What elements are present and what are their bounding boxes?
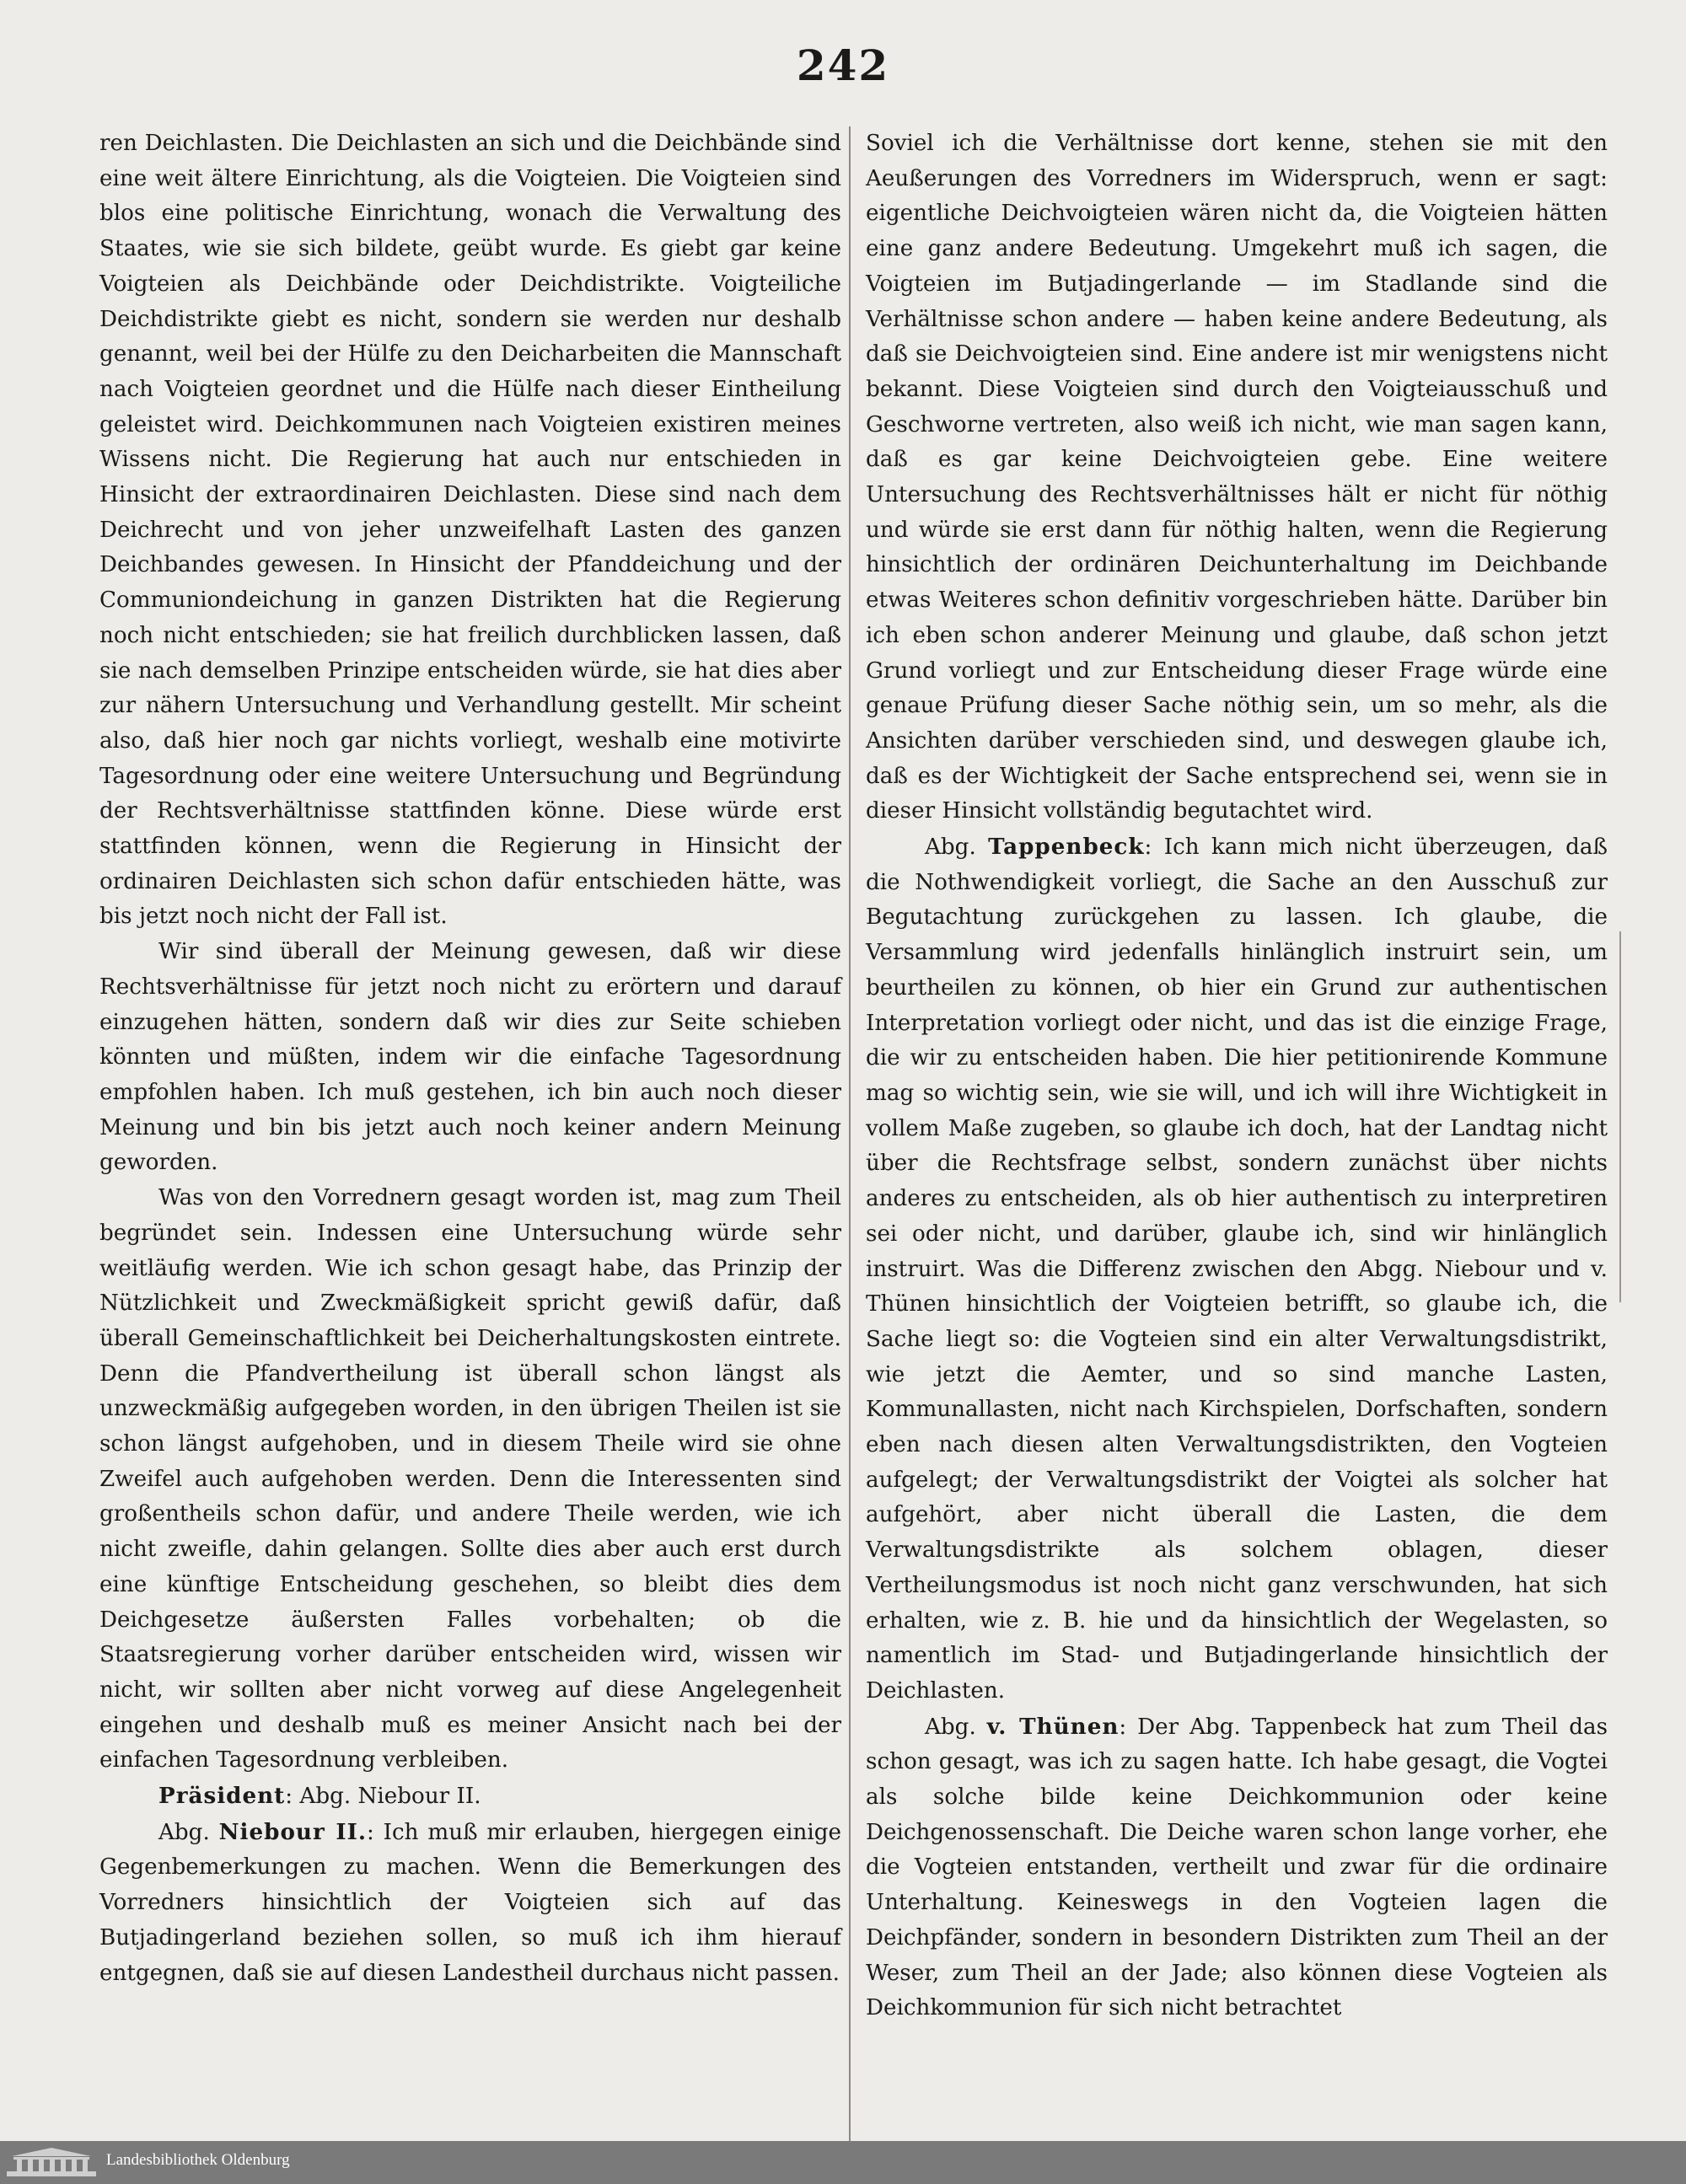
paragraph: Was von den Vorrednern gesagt worden ist, mag zum Theil begründet sein. Indessen eine Untersuchung würde sehr weitläufig werden. Wie ich schon gesagt habe, das Prinzip der Nützlichkeit und Zweckmäßigkeit spricht gewiß dafür, daß überall Gemeinschaftlichkeit bei Deicherhaltungskosten eintrete. Denn die Pfandvertheilung ist überall schon längst als unzweckmäßig aufgegeben worden, in den übrigen Theilen ist sie schon längst aufgehoben, und in diesem Theile wird sie ohne Zweifel auch aufgehoben werden. Denn die Interessenten sind großentheils schon dafür, und andere Theile werden, wie ich nicht zweifle, dahin gelangen. Sollte dies aber auch erst durch eine künftige Entscheidung geschehen, so bleibt dies dem Deichgesetze äußersten Falles vorbehalten; ob die Staatsregierung vorher darüber entscheiden wird, wissen wir nicht, wir sollten aber nicht vorweg auf diese Angelegenheit eingehen und deshalb muß es meiner Ansicht nach bei der einfachen Tagesordnung verbleiben. (99, 1185, 841, 1773)
speaker-name: v. Thünen (986, 1713, 1120, 1740)
library-building-icon (5, 2146, 98, 2180)
speaker-text: : Der Abg. Tappenbeck hat zum Theil das schon gesagt, was ich zu sagen hatte. Ich habe gesagt, die Vogtei als solche bilde keine Deichkommunion oder keine Deichgenossenschaft. Die Deiche waren schon lange vorher, ehe die Vogteien entstanden, vertheilt und zwar für die ordinaire Unterhaltung. Keineswegs in den Vogteien lagen die Deichpfänder, sondern in besondern Distrikten zum Theil an der Weser, zum Theil an der Jade; also können diese Vogteien als Deichkommunion für sich nicht betrachtet (866, 1714, 1608, 2021)
paragraph: Wir sind überall der Meinung gewesen, daß wir diese Rechtsverhältnisse für jetzt noch nicht zu erörtern und darauf einzugehen hätten, sondern daß wir dies zur Seite schieben könnten und müßten, indem wir die einfache Tagesordnung empfohlen haben. Ich muß gestehen, ich bin auch noch dieser Meinung und bin bis jetzt auch noch keiner andern Meinung geworden. (99, 939, 841, 1176)
speaker-prefix: Abg. (925, 834, 989, 861)
column-divider (849, 126, 851, 2154)
left-column (99, 126, 841, 1991)
speaker-text: : Ich muß mir erlauben, hiergegen einige Gegenbemerkungen zu machen. Wenn die Bemerkungen des Vorredners hinsichtlich der Voigteien sich auf das Butjadingerland beziehen sollen, so muß ich ihm hierauf entgegnen, daß sie auf diesen Landestheil durchaus nicht passen. (99, 1819, 841, 1986)
speaker-paragraph (866, 829, 1608, 1709)
speaker-paragraph (866, 1709, 1608, 2026)
speaker-name: Tappenbeck (988, 834, 1145, 861)
speaker-name: Niebour II. (218, 1818, 368, 1845)
speaker-prefix: Abg. (158, 1819, 219, 1845)
speaker-text: : Ich kann mich nicht überzeugen, daß die Nothwendigkeit vorliegt, die Sache an den Ausschuß zur Begutachtung zurückgehen zu lassen. Ich glaube, die Versammlung wird jedenfalls hinlänglich instruirt sein, um beurtheilen zu können, ob hier ein Grund zur authentischen Interpretation vorliegt oder nicht, und das ist die einzige Frage, die wir zu entscheiden haben. Die hier petitionirende Kommune mag so wichtig sein, wie sie will, und ich will ihre Wichtigkeit in vollem Maße zugeben, so glaube ich doch, hat der Landtag nicht über die Rechtsfrage selbst, sondern zunächst über nichts anderes zu entscheiden, als ob hier authentisch zu interpretiren sei oder nicht, und darüber, glaube ich, sind wir hinlänglich instruirt. Was die Differenz zwischen den Abgg. Niebour und v. Thünen hinsichtlich der Voigteien betrifft, so glaube ich, die Sache liegt so: die Vogteien sind ein alter Verwaltungsdistrikt, wie jetzt die Aemter, und so sind manche Lasten, Kommunallasten, nicht nach Kirchspielen, Dorfschaften, sondern eben nach diesen alten Verwaltungsdistrikten, den Vogteien aufgelegt; der Verwaltungsdistrikt der Voigtei als solcher hat aufgehört, aber nicht überall die Lasten, die dem Verwaltungsdistrikte als solchem oblagen, dieser Vertheilungsmodus ist noch nicht ganz verschwunden, hat sich erhalten, wie z. B. hie und da hinsichtlich der Wegelasten, so namentlich im Stad- und Butjadingerlande hinsichtlich der Deichlasten. (866, 834, 1608, 1704)
page-number: 242 (796, 40, 890, 90)
library-label: Landesbibliothek Oldenburg (106, 2151, 290, 2169)
paragraph: ren Deichlasten. Die Deichlasten an sich und die Deichbände sind eine weit ältere Einrichtung, als die Voigteien. Die Voigteien sind blos eine politische Einrichtung, wonach die Verwaltung des Staates, wie sie sich bildete, geübt wurde. Es giebt gar keine Voigteien als Deichbände oder Deichdistrikte. Voigteiliche Deichdistrikte giebt es nicht, sondern sie werden nur deshalb genannt, weil bei der Hülfe zu den Deicharbeiten die Mannschaft nach Voigteien geordnet und die Hülfe nach dieser Eintheilung geleistet wird. Deichkommunen nach Voigteien existiren meines Wissens nicht. Die Regierung hat auch nur entschieden in Hinsicht der extraordinairen Deichlasten. Diese sind nach dem Deichrecht und von jeher unzweifelhaft Lasten des ganzen Deichbandes gewesen. In Hinsicht der Pfanddeichung und der Communiondeichung in ganzen Distrikten hat die Regierung noch nicht entschieden; sie hat freilich durchblicken lassen, daß sie nach demselben Prinzipe entscheiden würde, sie hat dies aber zur nähern Untersuchung und Verhandlung gestellt. Mir scheint also, daß hier noch gar nichts vorliegt, weshalb eine motivirte Tagesordnung oder eine weitere Untersuchung und Begründung der Rechtsverhältnisse stattfinden könne. Diese würde erst stattfinden können, wenn die Regierung in Hinsicht der ordinairen Deichlasten sich schon dafür entschieden hätte, was bis jetzt noch nicht der Fall ist. (99, 131, 841, 930)
paragraph: Soviel ich die Verhältnisse dort kenne, stehen sie mit den Aeußerungen des Vorredners im Widerspruch, wenn er sagt: eigentliche Deichvoigteien wären nicht da, die Voigteien hätten eine ganz andere Bedeutung. Umgekehrt muß ich sagen, die Voigteien im Butjadingerlande — im Stadlande sind die Verhältnisse schon andere — haben keine andere Bedeutung, als daß sie Deichvoigteien sind. Eine andere ist mir wenigstens nicht bekannt. Diese Voigteien sind durch den Voigteiausschuß und Geschworne vertreten, also weiß ich nicht, wie man sagen kann, daß es gar keine Deichvoigteien gebe. Eine weitere Untersuchung des Rechtsverhältnisses hält er nicht für nöthig und würde sie erst dann für nöthig halten, wenn die Regierung hinsichtlich der ordinären Deichunterhaltung im Deichbande etwas Weiteres schon definitiv vorgeschrieben hätte. Darüber bin ich eben schon anderer Meinung und glaube, daß schon jetzt Grund vorliegt und zur Entscheidung dieser Frage würde eine genaue Prüfung dieser Sache nöthig sein, um so mehr, als die Ansichten darüber verschieden sind, und deswegen glaube ich, daß es der Wichtigkeit der Sache entsprechend sei, wenn sie in dieser Hinsicht vollständig begutachtet wird. (866, 131, 1608, 824)
speaker-text: : Abg. Niebour II. (285, 1784, 481, 1810)
speaker-prefix: Abg. (925, 1714, 987, 1740)
speaker-paragraph (99, 1779, 841, 1815)
library-footer-bar (0, 2141, 1686, 2184)
speaker-paragraph (99, 1815, 841, 1992)
speaker-name: Präsident (158, 1783, 286, 1810)
right-column (866, 126, 1608, 2026)
margin-mark (1619, 931, 1621, 1302)
